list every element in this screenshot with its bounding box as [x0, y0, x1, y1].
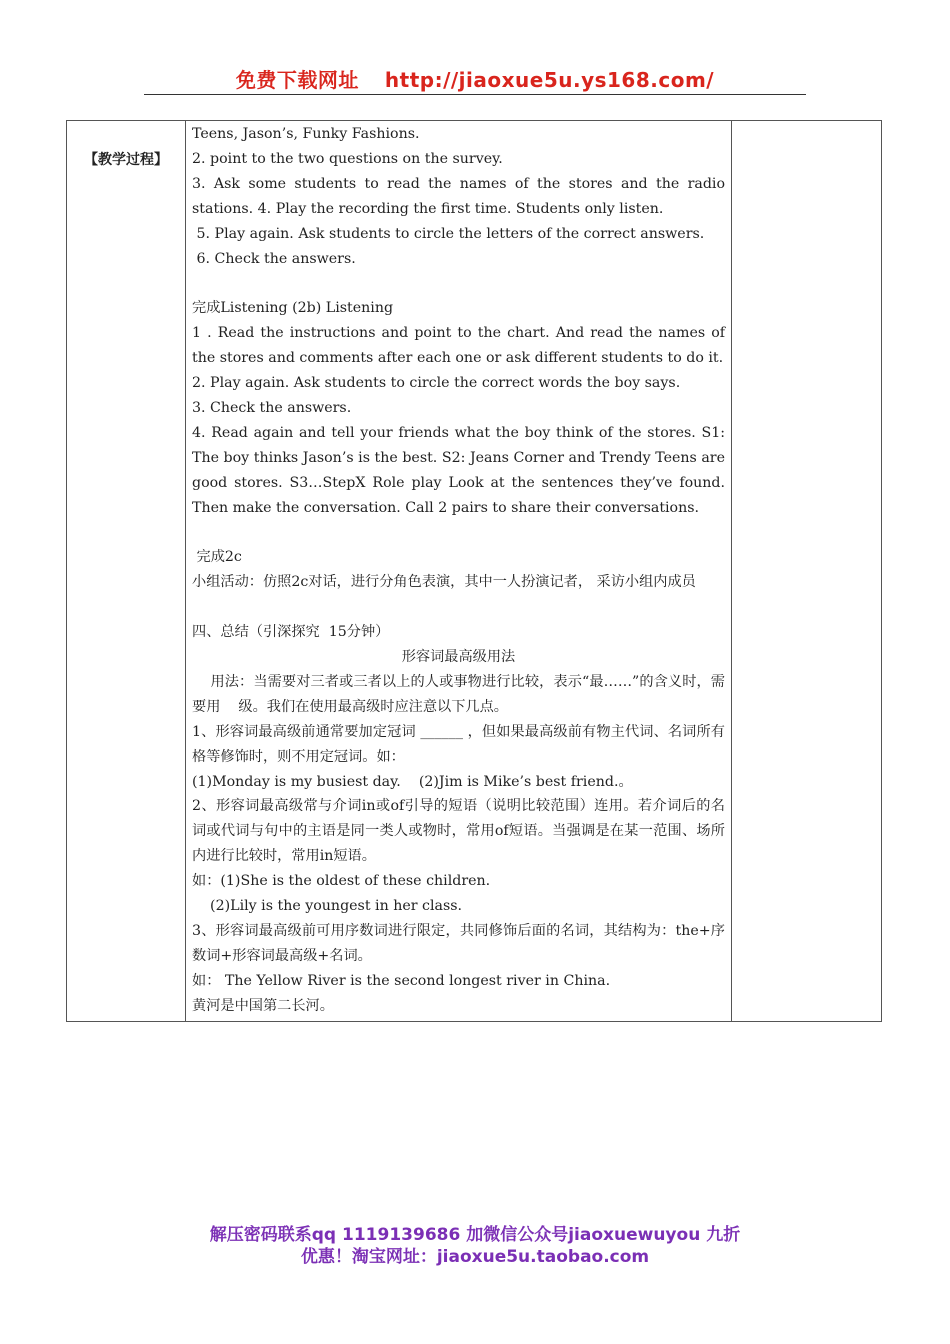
- content-line: 4. Read again and tell your friends what the boy think of the stores. S1: The boy thinks Jason’s is the best. S2: Jeans Corner and Trendy Teens are good stores. S3…StepX Role play Look at the sentences they’ve found. Then make the conversation. Call 2 pairs to share their conversations.: [192, 424, 725, 516]
- section-heading: 形容词最高级用法: [401, 648, 516, 665]
- blank-line: [192, 520, 725, 545]
- content-line: 黄河是中国第二长河。: [192, 997, 334, 1014]
- content-line: 3. Ask some students to read the names of the stores and the radio stations. 4. Play the recording the first time. Students only listen.: [192, 175, 725, 217]
- header-url[interactable]: http://jiaoxue5u.ys168.com/: [384, 68, 715, 92]
- notes-cell: [732, 121, 882, 1022]
- blank-line: [192, 595, 725, 620]
- lesson-content: [192, 121, 725, 1021]
- blank-line: [192, 271, 725, 296]
- page-header: [0, 64, 950, 93]
- header-label: 免费下载网址: [235, 68, 359, 92]
- content-line: (1)Monday is my busiest day. (2)Jim is Mike’s best friend.。: [192, 773, 633, 790]
- footer-line-1: 解压密码联系qq 1119139686 加微信公众号jiaoxuewuyou 九折: [209, 1225, 741, 1245]
- content-line: (2)Lily is the youngest in her class.: [192, 898, 463, 915]
- content-line: 如：(1)She is the oldest of these children.: [192, 873, 491, 890]
- content-line: 1 . Read the instructions and point to the chart. And read the names of the stores and comments after each one or ask different students to do it.: [192, 325, 725, 367]
- content-line: 如： The Yellow River is the second longest river in China.: [192, 972, 611, 989]
- content-line: 2. point to the two questions on the survey.: [192, 150, 503, 167]
- content-line: 3、形容词最高级前可用序数词进行限定，共同修饰后面的名词，其结构为：the+序数词+形容词最高级+名词。: [192, 922, 725, 964]
- content-line: Teens, Jason’s, Funky Fashions.: [192, 126, 420, 142]
- content-line: 1、形容词最高级前通常要加定冠词 ______ ，但如果最高级前有物主代词、名词所有格等修饰时，则不用定冠词。如：: [192, 723, 725, 765]
- content-line: 3. Check the answers.: [192, 399, 352, 416]
- footer-line-2: 优惠！淘宝网址：jiaoxue5u.taobao.com: [300, 1247, 650, 1267]
- content-cell: [186, 121, 732, 1022]
- content-line: 5. Play again. Ask students to circle the letters of the correct answers.: [192, 225, 705, 242]
- label-cell: [67, 121, 186, 1022]
- content-line: 四、总结（引深探究 15分钟）: [192, 624, 390, 641]
- content-line: 用法：当需要对三者或三者以上的人或事物进行比较，表示“最……”的含义时，需要用 级。我们在使用最高级时应注意以下几点。: [192, 673, 725, 715]
- content-line: 完成Listening (2b) Listening: [192, 300, 394, 317]
- content-line: 6. Check the answers.: [192, 250, 356, 267]
- content-line: 完成2c: [192, 549, 242, 566]
- row-label: 【教学过程】: [84, 152, 168, 168]
- content-line: 2、形容词最高级常与介词in或of引导的短语（说明比较范围）连用。若介词后的名词或代词与句中的主语是同一类人或物时，常用of短语。当强调是在某一范围、场所内进行比较时，常用in短语。: [192, 798, 725, 865]
- content-line: 小组活动：仿照2c对话，进行分角色表演，其中一人扮演记者， 采访小组内成员: [192, 574, 696, 591]
- header-rule: [144, 94, 806, 95]
- table-row: [67, 121, 882, 1022]
- lesson-table: [66, 120, 882, 1022]
- content-line: 2. Play again. Ask students to circle the correct words the boy says.: [192, 375, 681, 392]
